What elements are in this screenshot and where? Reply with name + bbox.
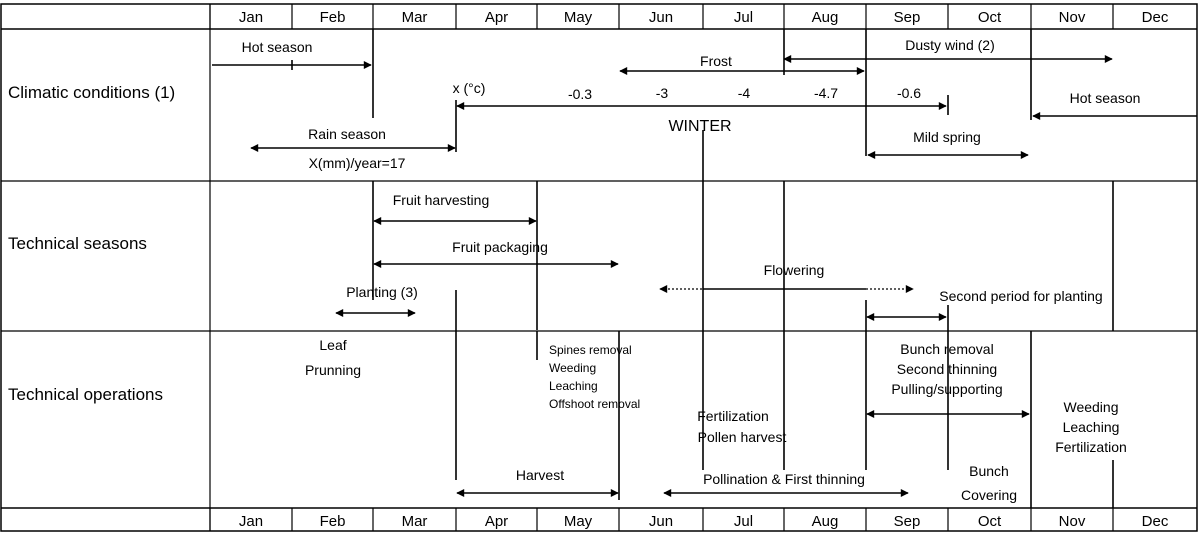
dusty-wind-label: Dusty wind (2) (905, 37, 995, 53)
bottom-month-may: May (563, 513, 593, 530)
mild-spring-label: Mild spring (913, 129, 981, 145)
leaf-label: Leaf (319, 337, 347, 353)
pollen-harvest-label: Pollen harvest (697, 429, 787, 445)
row-label-operations: Technical operations (8, 385, 163, 404)
hot-season-start-label: Hot season (241, 39, 313, 55)
bottom-month-feb: Feb (319, 513, 346, 530)
fruit-packaging-label: Fruit packaging (452, 239, 548, 255)
operations-row (305, 337, 1127, 503)
top-month-header (239, 9, 1169, 26)
bottom-month-header (239, 513, 1169, 530)
climatic-row (212, 37, 1197, 171)
leaching-label: Leaching (549, 379, 598, 393)
temp-value-aug: -4.7 (813, 85, 839, 101)
top-month-aug: Aug (811, 9, 839, 26)
bottom-month-apr: Apr (484, 513, 509, 530)
planting-label: Planting (3) (346, 284, 418, 300)
fertilization-label: Fertilization (697, 408, 769, 424)
prunning-label: Prunning (304, 362, 362, 378)
top-month-jul: Jul (733, 9, 754, 26)
top-month-sep: Sep (893, 9, 921, 26)
hot-season-end-label: Hot season (1069, 90, 1141, 106)
temp-value-jun: -3 (655, 85, 669, 101)
top-month-nov: Nov (1058, 9, 1086, 26)
bunch-label: Bunch (969, 463, 1009, 479)
winter-label: WINTER (668, 118, 732, 135)
bottom-month-jul: Jul (733, 513, 754, 530)
leaching-late-label: Leaching (1062, 419, 1120, 435)
bottom-month-sep: Sep (893, 513, 921, 530)
fruit-harvesting-label: Fruit harvesting (392, 192, 490, 208)
bunch-removal-label: Bunch removal (900, 341, 994, 357)
pollination-label: Pollination & First thinning (703, 471, 865, 487)
pulling-supporting-label: Pulling/supporting (891, 381, 1003, 397)
covering-label: Covering (960, 487, 1018, 503)
bottom-month-jan: Jan (238, 513, 264, 530)
top-month-jun: Jun (648, 9, 674, 26)
rainfall-label: X(mm)/year=17 (308, 155, 406, 171)
fertilization-late-label: Fertilization (1055, 439, 1127, 455)
flowering-label: Flowering (763, 262, 825, 278)
second-planting-label: Second period for planting (939, 288, 1103, 304)
row-label-climatic: Climatic conditions (1) (8, 83, 176, 102)
temp-value-jul: -4 (737, 85, 751, 101)
bottom-month-jun: Jun (648, 513, 674, 530)
top-month-oct: Oct (977, 9, 1002, 26)
weeding-label: Weeding (549, 361, 597, 375)
bottom-month-nov: Nov (1058, 513, 1086, 530)
top-month-dec: Dec (1141, 9, 1169, 26)
row-label-seasons: Technical seasons (8, 234, 147, 253)
top-month-jan: Jan (238, 9, 264, 26)
top-month-apr: Apr (484, 9, 509, 26)
spines-removal-label: Spines removal (549, 343, 632, 357)
bottom-month-dec: Dec (1141, 513, 1169, 530)
temperature-label: x (°c) (452, 80, 486, 96)
temp-value-sep: -0.6 (896, 85, 922, 101)
frost-label: Frost (700, 53, 732, 69)
top-month-feb: Feb (319, 9, 346, 26)
bottom-month-mar: Mar (401, 513, 428, 530)
bottom-month-aug: Aug (811, 513, 839, 530)
bottom-month-oct: Oct (977, 513, 1002, 530)
top-month-mar: Mar (401, 9, 428, 26)
second-thinning-label: Second thinning (896, 361, 998, 377)
top-month-may: May (563, 9, 593, 26)
weeding-late-label: Weeding (1063, 399, 1119, 415)
seasons-row (336, 192, 1103, 317)
table-grid (1, 4, 1197, 531)
offshoot-removal-label: Offshoot removal (549, 397, 641, 411)
rain-season-label: Rain season (308, 126, 386, 142)
temp-value-may: -0.3 (567, 86, 593, 102)
harvest-label: Harvest (515, 467, 565, 483)
